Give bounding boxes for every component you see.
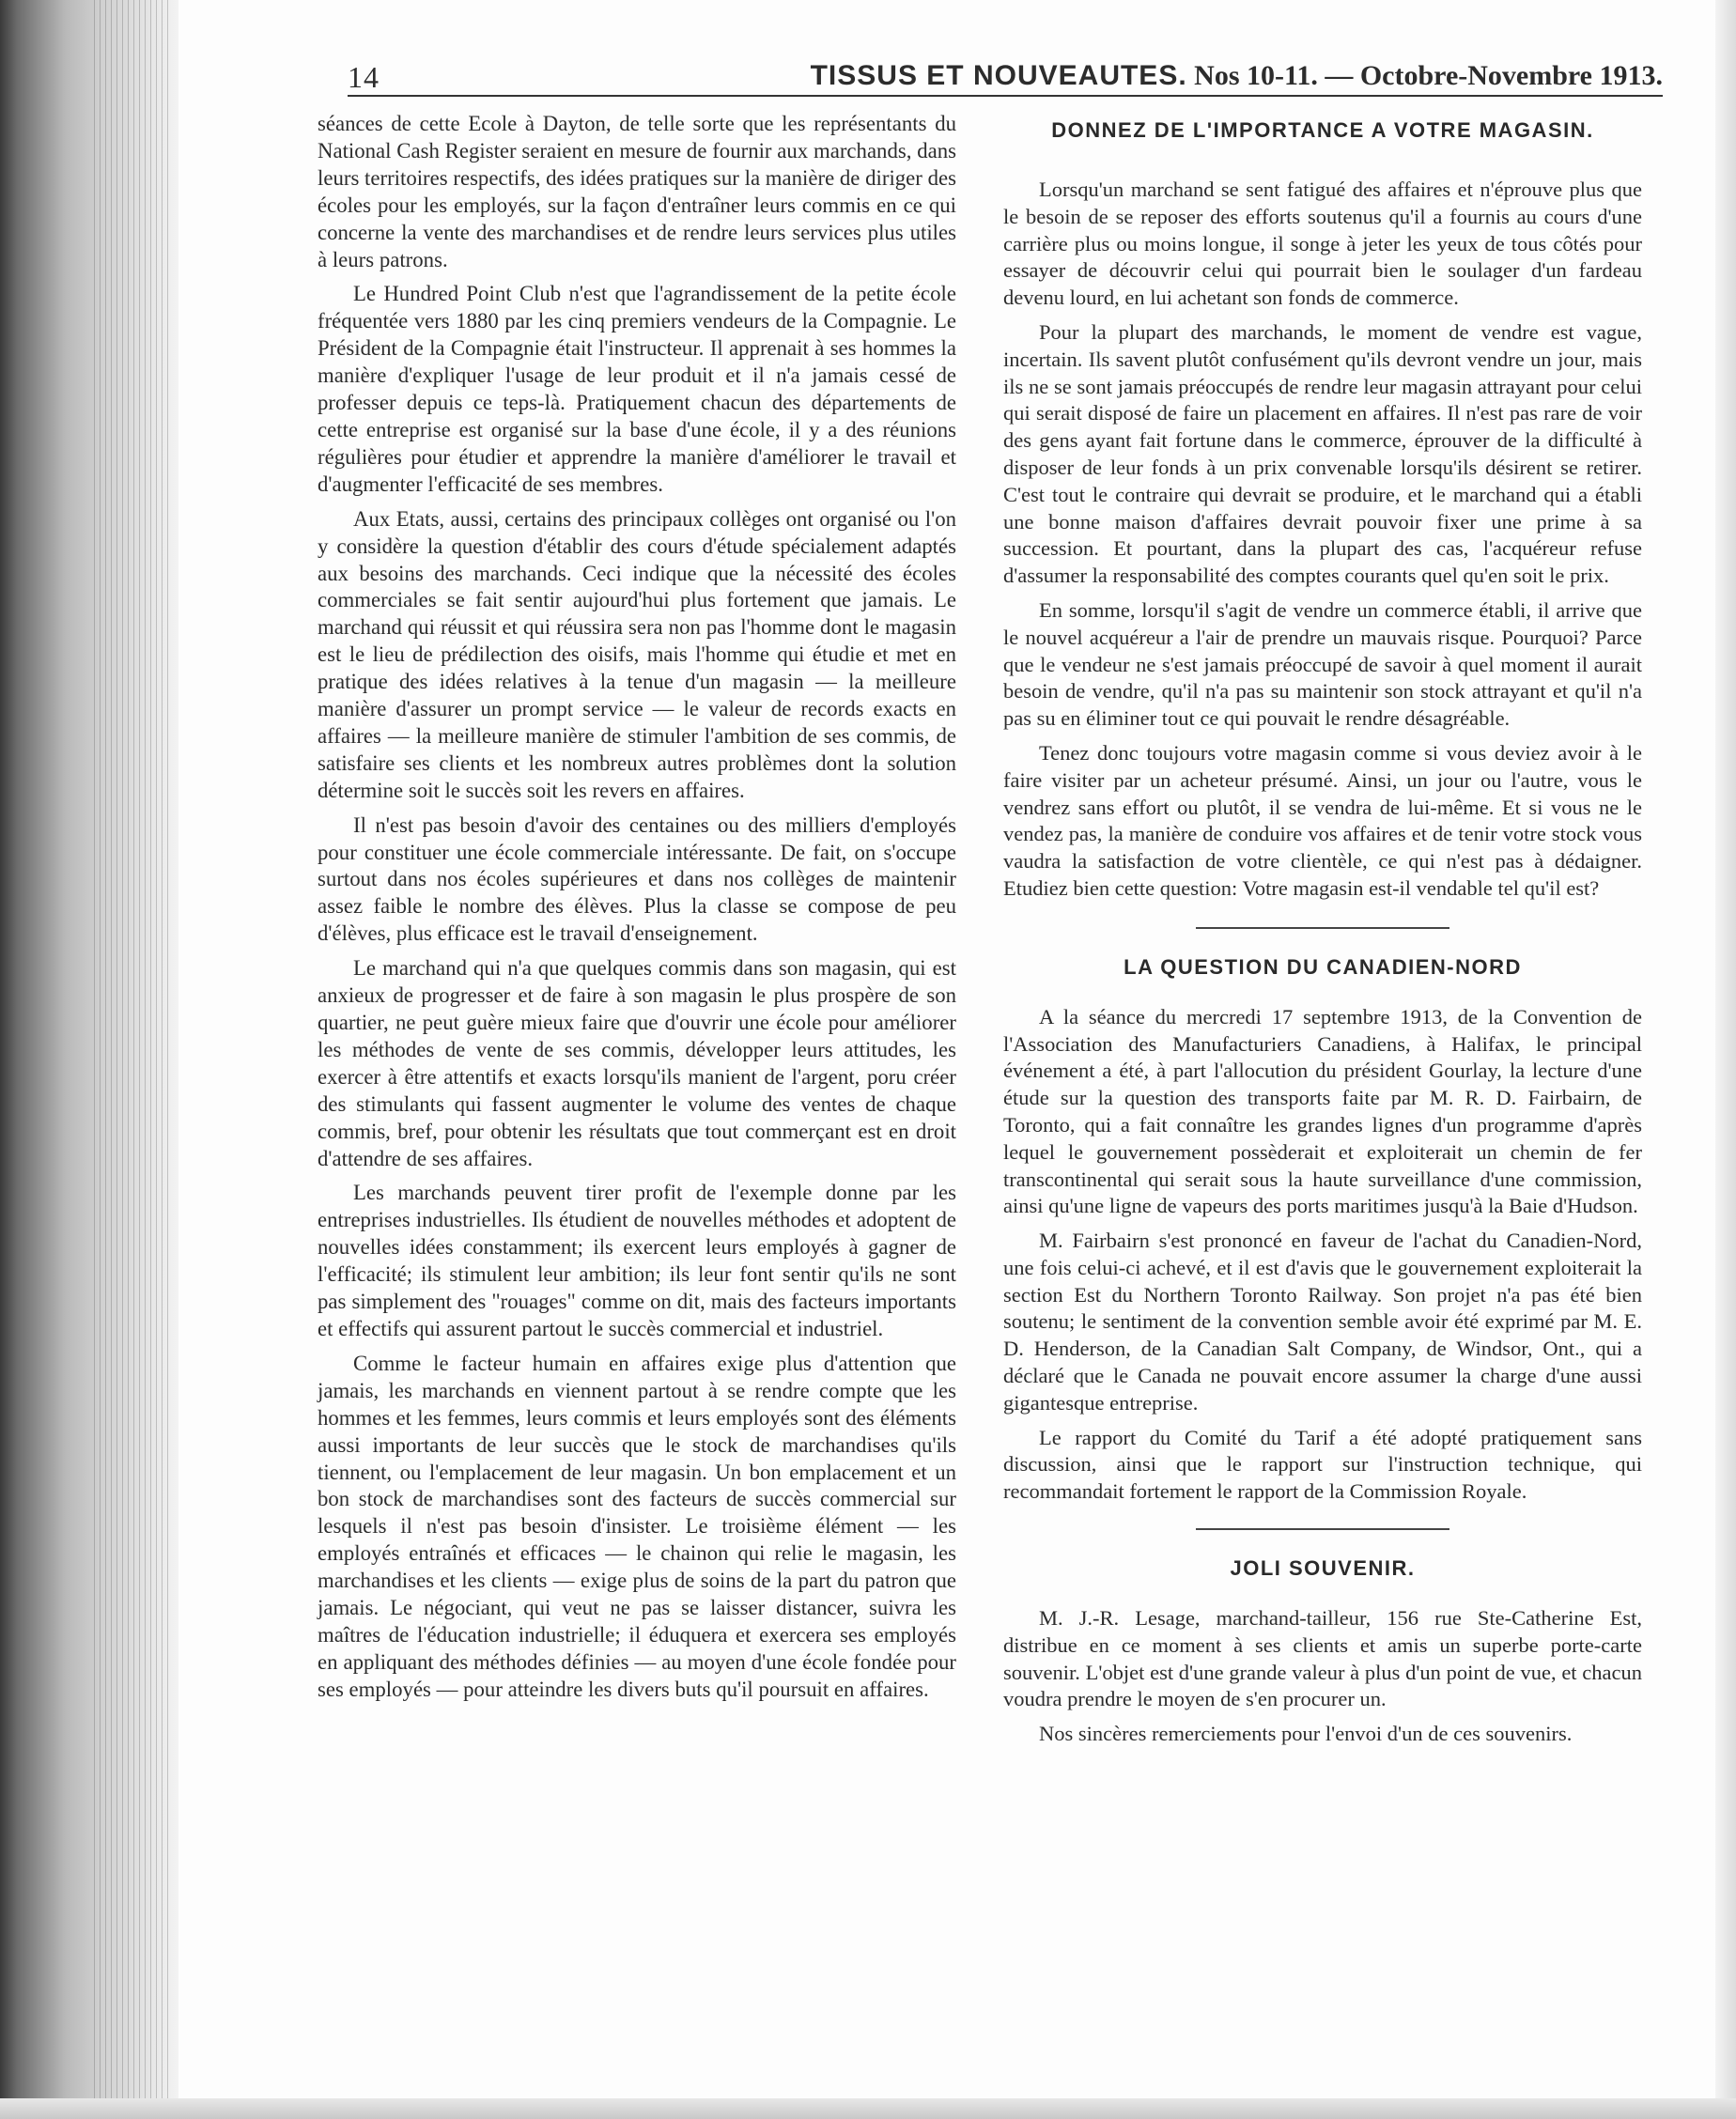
section-divider — [1196, 927, 1449, 929]
paragraph: Le rapport du Comité du Tarif a été adopté pratiquement sans discussion, ainsi que le rapport sur l'instruction technique, qui recommandait fortement le rapport de la Commission Royale. — [1003, 1425, 1642, 1504]
paragraph: séances de cette Ecole à Dayton, de telle sorte que les représentants du National Cash Register seraient en mesure de fournir aux marchands, dans leurs territoires respectifs, des idées pratiques sur la manière de diriger des écoles pour les employés, sur la façon d'entraîner leurs commis en ce qui concerne la vente des marchandises et de rendre leurs services plus utiles à leurs patrons. — [318, 112, 956, 271]
paragraph: M. J.-R. Lesage, marchand-tailleur, 156 rue Ste-Catherine Est, distribue en ce moment à ses clients et amis un superbe porte-carte souvenir. L'objet est d'une grande valeur à plus d'un point de vue, et chacun voudra prendre le moyen de s'en procurer un. — [1003, 1606, 1642, 1711]
scan-edge-right — [1715, 0, 1736, 2119]
page-number: 14 — [348, 60, 380, 94]
scan-edge-bottom — [0, 2098, 1736, 2119]
paragraph: Pour la plupart des marchands, le moment de vendre est vague, incertain. Ils savent plutôt confusément qu'ils devront vendre un jour, mais ils ne se sont jamais préoccupés de rendre leur magasin attrayant pour celui qui serait disposé de faire un placement en affaires. Il n'est pas rare de voir des gens ayant fait fortune dans le commerce, éprouver de la difficulté à disposer de leur fonds à un prix convenable lorsqu'ils désirent se retirer. C'est tout le contraire qui devrait se produire, et le marchand qui a établi une bonne maison d'affaires devrait pouvoir fixer une prime à sa succession. Et pourtant, dans la plupart des cas, l'acquéreur refuse d'assumer la responsabilité des comptes courants quel qu'en soit le prix. — [1003, 319, 1642, 588]
paragraph: En somme, lorsqu'il s'agit de vendre un commerce établi, il arrive que le nouvel acquéreur a l'air de prendre un mauvais risque. Pourquoi? Parce que le vendeur ne s'est jamais préoccupé de savoir à quel moment il aurait besoin de vendre, qu'il n'a pas su maintenir son stock attrayant et qu'il n'a pas su en éliminer tout ce qui pouvait le rendre désagréable. — [1003, 597, 1642, 731]
paragraph: Nos sincères remerciements pour l'envoi d'un de ces souvenirs. — [1039, 1722, 1573, 1746]
paragraph: Le Hundred Point Club n'est que l'agrandissement de la petite école fréquentée vers 1880 par les cinq premiers vendeurs de la Compagnie. Le Président de la Compagnie était l'instructeur. Il apprenait à ses hommes la manière d'expliquer l'usage de leur produit et il n'a jamais cessé de professer depuis ce teps-là. Pratiquement chacun des départements de cette entreprise est organisé sur la base d'une école, il y a des réunions régulières pour étudier et apprendre la manière d'améliorer le travail et d'augmenter l'efficacité de ses membres. — [318, 282, 956, 496]
paragraph: M. Fairbairn s'est prononcé en faveur de l'achat du Canadien-Nord, une fois celui-ci achevé, et il est d'avis que le gouvernement exploiterait la section Est du Northern Toronto Railway. Son projet n'a pas été bien soutenu; le sentiment de la convention semble avoir été exprimé par M. E. D. Henderson, de la Canadian Salt Company, de Windsor, Ont., qui a déclaré que le Canada ne pouvait encore assumer la charge d'une aussi gigantesque entreprise. — [1003, 1229, 1642, 1415]
paragraph: Comme le facteur humain en affaires exige plus d'attention que jamais, les marchands en viennent partout à se rendre compte que les hommes et les femmes, leurs commis et leurs employés sont des éléments aussi importants de leur succès que le stock de marchandises qu'ils tiennent, ou l'emplacement de leur magasin. Un bon emplacement et un bon stock de marchandises sont des facteurs de succès commercial sur lesquels il n'est pas besoin d'insister. Le troisième élément — les employés entraînés et efficaces — le chainon qui relie le magasin, les marchandises et les clients — exige plus de soins de la part du patron que jamais. Le négociant, qui veut ne pas se laisser distancer, suivra les maîtres de l'éducation industrielle; il éduquera et exercera ses employés en appliquant des méthodes définies — au moyen d'une école fondée pour ses employés — pour atteindre les divers buts qu'il poursuit en affaires. — [318, 1351, 956, 1701]
paragraph: A la séance du mercredi 17 septembre 1913, de la Convention de l'Association des Manufacturiers Canadiens, à Halifax, le principal événement a été, à part l'allocution du président Gourlay, la lecture d'une étude sur la question des transports faite par M. R. D. Fairbairn, de Toronto, qui a fait connaître les grandes lignes d'un programme d'après lequel le gouvernement possèderait et exploiterait un chemin de fer transcontinental qui serait sous la haute surveillance d'une commission, ainsi qu'une ligne de vapeurs des ports maritimes jusqu'à la Baie d'Hudson. — [1003, 1004, 1642, 1218]
paragraph: Lorsqu'un marchand se sent fatigué des affaires et n'éprouve plus que le besoin de se reposer des efforts soutenus qu'il a fournis au cours d'une carrière plus ou moins longue, il songe à jeter les yeux de tous côtés pour essayer de découvrir celui qui pourrait bien le soulager d'un fardeau devenu lourd, en lui achetant son fonds de commerce. — [1003, 178, 1642, 310]
header-rule — [348, 95, 1663, 97]
journal-title: TISSUS ET NOUVEAUTES. — [810, 60, 1187, 91]
paragraph: Les marchands peuvent tirer profit de l'exemple donne par les entreprises industrielles. Ils étudient de nouvelles méthodes et adoptent de nouvelles idées constamment; ils exercent leurs employés à gagner de l'efficacité; ils stimulent leur ambition; ils leur font sentir qu'ils ne sont pas simplement des "rouages" comme on dit, mais des facteurs importants et effectifs qui assurent partout le succès commercial et industriel. — [318, 1181, 956, 1340]
running-head — [811, 60, 1663, 92]
left-column — [318, 111, 956, 1711]
issue-label: Nos 10-11. — Octobre-Novembre 1913. — [1194, 60, 1663, 91]
section-divider — [1196, 1528, 1449, 1530]
paragraph: Il n'est pas besoin d'avoir des centaines ou des milliers d'employés pour constituer une école commerciale intéressante. De fait, on s'occupe surtout dans nos écoles supérieures et dans nos collèges de maintenir assez faible le nombre des élèves. Plus la classe se compose de peu d'élèves, plus efficace est le travail d'enseignement. — [318, 812, 956, 946]
page-edges — [94, 0, 169, 2119]
paragraph: Le marchand qui n'a que quelques commis dans son magasin, qui est anxieux de progresser et de faire à son magasin le plus prospère de son quartier, ne peut guère mieux faire que d'ouvrir une école pour améliorer les méthodes de vente de ses commis, développer leurs attitudes, les exercer à être attentifs et exacts lorsqu'ils manient de l'argent, poru créer des stimulants qui fassent augmenter le volume des ventes de chaque commis, bref, pour obtenir les résultats que tout commerçant est en droit d'attendre de ses affaires. — [318, 956, 956, 1170]
right-column — [1003, 111, 1642, 1756]
running-header — [348, 58, 1663, 105]
section-title: DONNEZ DE L'IMPORTANCE A VOTRE MAGASIN. — [1051, 118, 1594, 142]
paragraph: Tenez donc toujours votre magasin comme si vous deviez avoir à le faire visiter par un acheteur présumé. Ainsi, un jour ou l'autre, vous le vendrez sans effort ou plutôt, il se vendra de lui-même. Et si vous ne le vendez pas, la manière de conduire vos affaires et de tenir votre stock vous vaudra la satisfaction de votre clientèle, ce qui n'est pas à dédaigner. Etudiez bien cette question: Votre magasin est-il vendable tel qu'il est? — [1003, 740, 1642, 900]
section-title: LA QUESTION DU CANADIEN-NORD — [1124, 954, 1522, 979]
section-title: JOLI SOUVENIR. — [1230, 1556, 1416, 1581]
paragraph: Aux Etats, aussi, certains des principaux collèges ont organisé ou l'on y considère la question d'établir des cours d'étude spécialement adaptés aux besoins des marchands. Ceci indique que la nécessité des écoles commerciales se fait sentir aujourd'hui plus fortement que jamais. Le marchand qui réussit et qui réussira sera non pas l'homme dont le magasin est le lieu de prédilection des oisifs, mais l'homme qui étudie et met en pratique des idées relatives à la tenue d'un magasin — la meilleure manière d'assurer un prompt service — le valeur de records exacts en affaires — la meilleure manière de stimuler l'ambition de ses commis, de satisfaire ses clients et les nombreux autres problèmes dont la solution détermine soit le succès soit les revers en affaires. — [318, 506, 956, 802]
